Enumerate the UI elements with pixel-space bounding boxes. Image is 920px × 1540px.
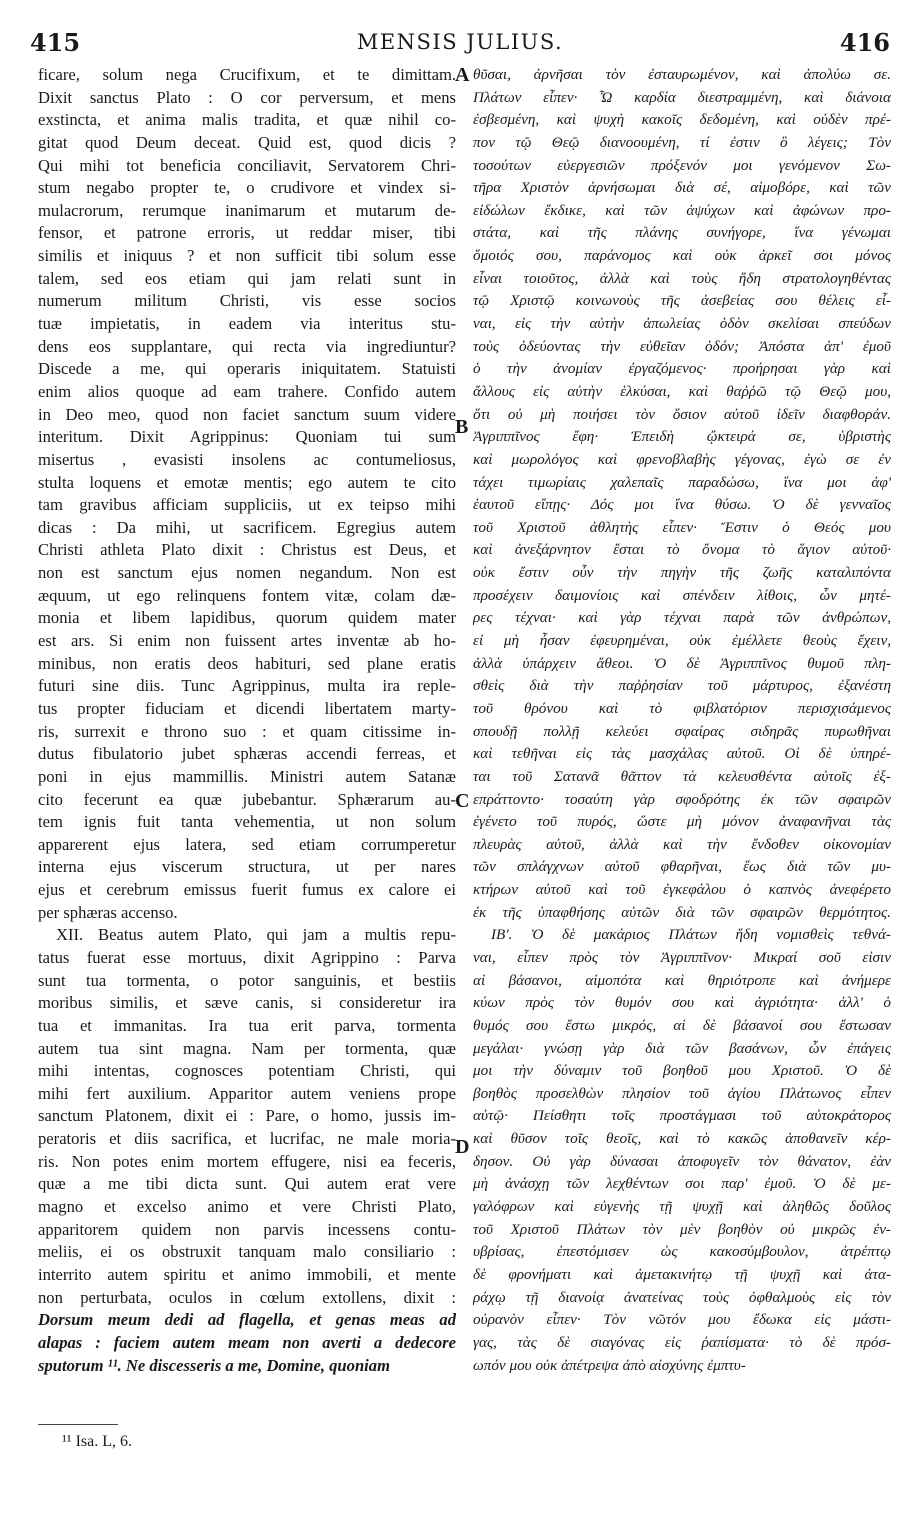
greek-text-line: εἶναι τοιοῦτος, ἀλλὰ καὶ τοὺς ἤδη στρατολογηθέντας	[473, 269, 891, 287]
greek-text-line: κτήρων αὐτοῦ καὶ τοῦ ἐγκεφάλου ὁ καπνὸς ἀνεφέρετο	[473, 881, 891, 899]
latin-text-line: gitat quod Deum deceat. Quid est, quod dicis ?	[38, 132, 456, 152]
greek-text-line: δησον. Οὐ γὰρ δύνασαι ἀποφυγεῖν τὸν θάνατον, ἐὰν	[473, 1152, 891, 1170]
latin-text-line: monia et libem lapidibus, quorum quidem mater	[38, 608, 456, 628]
latin-text-line: est ars. Si enim non fuissent artes inventæ ab ho-	[38, 631, 456, 651]
greek-text-line: κύων πρὸς τὸν θυμόν σου καὶ ἀγριότητα· ἀλλ' ὁ	[473, 994, 891, 1012]
greek-text-line: Ἀγριππῖνος ἔφη· Ἐπειδὴ ᾤκτειρά σε, ὑβριστὴς	[473, 428, 891, 446]
greek-text-line: τοὺς ὁδεύοντας τὴν εὐθεῖαν ὁδόν; Ἀπόστα ἀπ' ἐμοῦ	[473, 337, 891, 355]
latin-text-line: apparerent ejus latera, sed etiam corrumperetur	[38, 834, 456, 854]
greek-text-line: στάτα, καὶ τῆς πλάνης συνήγορε, ἵνα γένωμαι	[473, 224, 891, 242]
latin-text-line: interrito autem spiritu et animo immobili, et mente	[38, 1264, 456, 1284]
latin-text-line: ejus et cerebrum emissus fuerit fumus ex calore ei	[38, 880, 456, 900]
greek-text-line: καὶ ἀνεξάρνητον ἔσται τὸ ὄνομα τὸ ἅγιον αὐτοῦ·	[473, 541, 891, 559]
latin-text-line: misertus , evasisti insolens ac contumeliosus,	[38, 449, 456, 469]
margin-letter-d: D	[455, 1136, 470, 1158]
latin-text-line: Dorsum meum dedi ad flagella, et genas meas ad	[38, 1310, 456, 1330]
latin-text-line: cito fecerunt ea quæ jubebantur. Sphærarum au-	[38, 789, 456, 809]
running-title: MENSIS JULIUS.	[356, 30, 564, 54]
latin-text-line: Qui mihi tot beneficia conciliavit, Servatorem Chri-	[38, 155, 456, 175]
greek-text-line: επράττοντο· τοσαύτη γὰρ σφοδρότης ἐκ τῶν σφαιρῶν	[473, 790, 891, 808]
latin-text-line: æquum, ut ego relinquens fontem vitæ, colam dæ-	[38, 585, 456, 605]
greek-text-line: τοῦ Χριστοῦ ἀθλητὴς εἶπεν· Ἔστιν ὁ Θεός μου	[473, 518, 891, 536]
greek-text-line: τῶν σπλάγχνων αὐτοῦ φθαρῆναι, ἕως διὰ τῶν μυ-	[473, 858, 891, 876]
latin-text-line: Christi athleta Plato dixit : Christus est Deus, et	[38, 540, 456, 560]
greek-text-line: ωπόν μου οὐκ ἀπέτρεψα ἀπὸ αἰσχύνης ἐμπτυ-	[473, 1356, 746, 1374]
latin-text-line: in Deo meo, quod non faciet sanctum suum videre	[38, 404, 456, 424]
latin-text-line: ficare, solum nega Crucifixum, et te dimittam.	[38, 65, 456, 84]
greek-text-line: θυμός σου ἔστω μικρός, αἱ δὲ βάσανοί σου ἔστωσαν	[473, 1016, 891, 1034]
latin-text-line: poni in ejus mammillis. Ministri autem Satanæ	[38, 766, 456, 786]
latin-text-line: similis et iniquus ? et non sufficit tibi solum esse	[38, 246, 456, 266]
latin-text-line: mihi fert auxilium. Apparitor autem veniens prope	[38, 1083, 456, 1103]
latin-text-line: minibus, non eratis deos habituri, sed plane eratis	[38, 653, 456, 673]
greek-text-line: ται τοῦ Σατανᾶ θᾶττον τὰ κελευσθέντα αὐτοῖς ἐξ-	[473, 767, 891, 785]
greek-text-line: εἰ μὴ ἦσαν ἐφευρημέναι, οὐκ ἐμέλλετε θεοὺς ἔχειν,	[473, 632, 891, 650]
latin-text-line: tuæ impietatis, in eadem via interitus stu-	[38, 314, 456, 334]
greek-text-line: αὐτῷ· Πείσθητι τοῖς προστάγμασι τοῦ αὐτοκράτορος	[473, 1107, 891, 1125]
latin-text-line: mulacrorum, rerumque inanimarum et mutarum de-	[38, 200, 456, 220]
greek-text-line: προσέχειν δαιμονίοις καὶ σπένδειν λίθοις, ὧν μητέ-	[473, 586, 891, 604]
latin-text-line: dens eos supplantare, qui recta via ingrediuntur?	[38, 336, 456, 356]
greek-column	[473, 64, 891, 1377]
latin-text-line: interna ejus viscerum structura, ut per nares	[38, 857, 456, 877]
greek-text-line: τοῦ θρόνου καὶ τὸ φιβλατόριον περισχισάμενος	[473, 699, 891, 717]
greek-text-line: τοῦ Χριστοῦ Πλάτων τὸν μὲν βοηθὸν οὐ μικρῶς ἐν-	[473, 1220, 891, 1238]
greek-text-line: ναι, εἰς τὴν αὐτὴν ἀπωλείας ὁδὸν σκελίσαι σπεύδων	[473, 315, 891, 333]
latin-text-line: enim alios quoque ad eam trahere. Confido autem	[38, 381, 456, 401]
latin-text-line: peratoris et diis sacrifica, et lucrifac, ne male moria-	[38, 1129, 456, 1149]
latin-text-line: interitum. Dixit Agrippinus: Quoniam tui sum	[38, 427, 456, 447]
latin-text-line: non perturbata, oculos in cœlum extollens, dixit :	[38, 1287, 456, 1307]
latin-text-line: tatus fuerat esse mortuus, dixit Agrippino : Parva	[38, 947, 456, 967]
margin-letter-a: A	[455, 64, 470, 86]
greek-text-line: τάχει τιμωρίαις χαλεπαῖς παραδώσω, ἵνα μοι ἀφ'	[473, 473, 891, 491]
latin-text-line: meliis, ei os obstruxit tanquam malo consiliario :	[38, 1242, 456, 1262]
latin-text-line: autem tua sint magna. Nam per tormenta, quæ	[38, 1038, 456, 1058]
greek-text-line: ἐκ τῆς ὑπαφθήσης αὐτῶν διὰ τῶν σφαιρῶν θερμότητος.	[473, 903, 891, 921]
greek-text-line: μεγάλαι· γνώσῃ γὰρ διὰ τῶν βασάνων, ὧν ἐπάγεις	[473, 1039, 891, 1057]
greek-text-line: μὴ ἀνάσχῃ τῶν λεχθέντων σοι παρ' ἐμοῦ. Ὁ δὲ με-	[473, 1175, 891, 1193]
greek-text-line: γας, τὰς δὲ σιαγόνας εἰς ῥαπίσματα· τὸ δὲ πρόσ-	[473, 1333, 891, 1351]
greek-text-line: ἑαυτοῦ εἴπῃς· Δός μοι ἵνα θύσω. Ὁ δὲ γενναῖος	[473, 496, 891, 514]
greek-text-line: ἐγένετο τοῦ πυρός, ὥστε μὴ μόνον ἀναφανῆναι τὰς	[473, 813, 891, 831]
footnote-rule	[38, 1424, 118, 1425]
latin-text-line: stum negabo propter te, o crudivore et vindex si-	[38, 178, 456, 198]
greek-text-line: οὐρανὸν εἶπεν· Τὸν νῶτόν μου ἔδωκα εἰς μάστι-	[473, 1311, 891, 1329]
latin-text-line: ris, surrexit e throno suo : et quam citissime in-	[38, 721, 456, 741]
latin-text-line: stulta loquens et emotæ mentis; ego autem te cito	[38, 472, 456, 492]
latin-column	[38, 64, 456, 1377]
latin-text-line: magno et excelso animo et vere Christi Plato,	[38, 1197, 456, 1217]
latin-text-line: dicas : Da mihi, ut sacrificem. Egregius autem	[38, 517, 456, 537]
latin-text-line: apparitorem quidem non parvis incessens contu-	[38, 1219, 456, 1239]
greek-text-line: θῦσαι, ἀρνῆσαι τὸν ἐσταυρωμένον, καὶ ἀπολύω σε.	[473, 66, 891, 83]
greek-text-line: τῷ Χριστῷ κοινωνοὺς τῆς ἀσεβείας σου θέλεις εἶ-	[473, 292, 891, 310]
greek-text-line: πλευρὰς αὐτοῦ, ἀλλὰ καὶ τὴν ἔνδοθεν οἰκονομίαν	[473, 835, 891, 853]
latin-text-line: mihi intentas, cognosces potentiam Christi, qui	[38, 1061, 456, 1081]
greek-text-line: υβρίσας, ἐπεστόμισεν ὡς κακοσύμβουλον, ἀτρέπτῳ	[473, 1243, 891, 1261]
latin-text-line: dutus fibulatorio jubet sphæras accendi ferreas, et	[38, 744, 456, 764]
latin-text-line: non est sanctum ejus nomen negandum. Non est	[38, 563, 456, 583]
latin-text-line: quæ a me tibi dicta sunt. Qui autem erat vere	[38, 1174, 456, 1194]
greek-text-line: ἐσβεσμένη, καὶ ψυχὴ κακοῖς δεδομένη, καὶ οὐδὲν πρέ-	[473, 111, 891, 129]
latin-text-line: tus propter fiduciam et dicendi libertatem marty-	[38, 698, 456, 718]
page-number-right: 416	[839, 28, 890, 57]
greek-text-line: ναι, εἶπεν πρὸς τὸν Ἀγριππῖνον· Μικραί σοῦ εἰσιν	[473, 948, 891, 966]
latin-text-line: talem, sed eos etiam qui jam relati sunt in	[38, 268, 456, 288]
greek-text-line: ρες τέχναι· καὶ γὰρ τέχναι παρὰ τῶν ἀνθρώπων,	[473, 609, 891, 627]
latin-text-line: moribus similis, et sæve canis, si consideretur ira	[38, 993, 456, 1013]
latin-text-line: tem ignis fuit tanta vehementia, ut non solum	[38, 812, 456, 832]
latin-text-line: sunt tua tormenta, o potor sanguinis, et bestiis	[38, 970, 456, 990]
latin-text-line: sputorum ¹¹. Ne discesseris a me, Domine, quoniam	[38, 1355, 390, 1375]
greek-text-line: τοσούτων εὐεργεσιῶν πρόξενόν μοι γενόμενον Σω-	[473, 156, 891, 174]
margin-letter-b: B	[455, 416, 469, 438]
greek-text-line: ἀλλὰ ὑπάρχειν ἄθεοι. Ὁ δὲ Ἀγριππῖνος θυμοῦ πλη-	[473, 654, 891, 672]
latin-text-line: Dixit sanctus Plato : O cor perversum, et mens	[38, 87, 456, 107]
greek-text-line: ἄλλους εἰς αὐτὴν ἑλκύσαι, καὶ θαῤῥῶ τῷ Θεῷ μου,	[473, 382, 891, 400]
latin-text-line: Discede a me, qui operaris iniquitatem. Statuisti	[38, 359, 456, 379]
greek-text-line: Πλάτων εἶπεν· Ὦ καρδία διεστραμμένη, καὶ διάνοια	[473, 88, 891, 106]
page-number-left: 415	[30, 28, 81, 57]
greek-text-line: βοηθὸς προσελθὼν πλησίον τοῦ ἁγίου Πλάτωνος εἶπεν	[473, 1084, 891, 1102]
latin-text-line: exstincta, et anima malis tradita, et quæ nihil co-	[38, 110, 456, 130]
greek-text-line: καὶ θῦσον τοῖς θεοῖς, καὶ τὸ κακῶς ἀποθανεῖν κέρ-	[473, 1130, 891, 1148]
greek-text-line: ράχῳ τῇ διανοίᾳ ἀνατείνας τοὺς ὀφθαλμοὺς εἰς τὸν	[473, 1288, 891, 1306]
greek-text-line: τῆρα Χριστὸν ἀρνήσωμαι διὰ σέ, αἱμοβόρε, καὶ τῶν	[473, 179, 891, 197]
greek-text-line: καὶ τεθῆναι εἰς τὰς μασχάλας αὐτοῦ. Οἱ δὲ ὑπηρέ-	[473, 745, 891, 763]
greek-text-line: οὐκ ἔστιν οὖν τὴν πηγὴν τῆς ζωῆς καταλιπόντα	[473, 564, 891, 582]
latin-text-line: numerum militum Christi, vis esse socios	[38, 291, 456, 311]
latin-text-line: futuri sine diis. Tunc Agrippinus, multa ira reple-	[38, 676, 456, 696]
latin-text-line: fensor, et patrone erroris, ut reddar miser, tibi	[38, 223, 456, 243]
greek-text-line: αἱ βάσανοι, αἱμοπότα καὶ θηριότροπε καὶ ἀνήμερε	[473, 971, 891, 989]
greek-text-line: μοι τὴν δύναμιν τοῦ βοηθοῦ μου Χριστοῦ. Ὁ δὲ	[473, 1062, 891, 1080]
latin-text-line: ris. Non potes enim mortem effugere, nisi ea feceris,	[38, 1151, 456, 1171]
latin-text-line: sanctum Platonem, dixit ei : Pare, o homo, jussis im-	[38, 1106, 456, 1126]
latin-text-line: XII. Beatus autem Plato, qui jam a multis repu-	[56, 925, 456, 945]
greek-text-line: σπουδῇ πολλῇ κελεύει σφαίρας σιδηρᾶς πυρωθῆναι	[473, 722, 891, 740]
greek-text-line: ΙΒʹ. Ὁ δὲ μακάριος Πλάτων ἤδη νομισθεὶς τεθνά-	[491, 926, 891, 944]
greek-text-line: ὅμοιός σου, παράνομος καὶ οὐκ ἀρκεῖ σοι μόνος	[473, 247, 891, 265]
latin-text-line: tam gravibus afficiam suppliciis, ut ex teipso mihi	[38, 495, 456, 515]
footnote: ¹¹ Isa. L, 6.	[62, 1433, 133, 1450]
greek-text-line: καὶ μωρολόγος καὶ φρενοβλαβὴς γέγονας, ἐγὼ σε ἐν	[473, 450, 891, 468]
greek-text-line: γαλόφρων καὶ εὐγενὴς τῇ ψυχῇ καὶ ἀληθῶς δοῦλος	[473, 1198, 891, 1216]
greek-text-line: πον τῷ Θεῷ διανοουμένη, τί ἐστιν ὃ λέγεις; Τὸν	[473, 133, 891, 151]
greek-text-line: σθεὶς διὰ τὴν παῤῥησίαν τοῦ μάρτυρος, ἐξανέστη	[473, 677, 891, 695]
page-header	[30, 28, 890, 64]
greek-text-line: δὲ φρονήματι καὶ ἀμετακινήτῳ τῇ ψυχῇ καὶ ἀτα-	[473, 1265, 891, 1283]
margin-letter-c: C	[455, 790, 470, 812]
greek-text-line: ὅτι οὐ μὴ ποιήσει τὸν ὅσιον αὐτοῦ ἰδεῖν διαφθοράν.	[473, 405, 891, 423]
greek-text-line: ὁ τὴν ἀνομίαν ἐργαζόμενος· προήρησαι γὰρ καὶ	[473, 360, 891, 378]
latin-text-line: per sphæras accenso.	[38, 902, 178, 922]
latin-text-line: alapas : faciem autem meam non averti a dedecore	[38, 1332, 456, 1352]
latin-text-line: tua et immanitas. Ira tua erit parva, tormenta	[38, 1015, 456, 1035]
greek-text-line: εἰδώλων ἔκδικε, καὶ τῶν ἀψύχων καὶ ἀφώνων προ-	[473, 201, 891, 219]
